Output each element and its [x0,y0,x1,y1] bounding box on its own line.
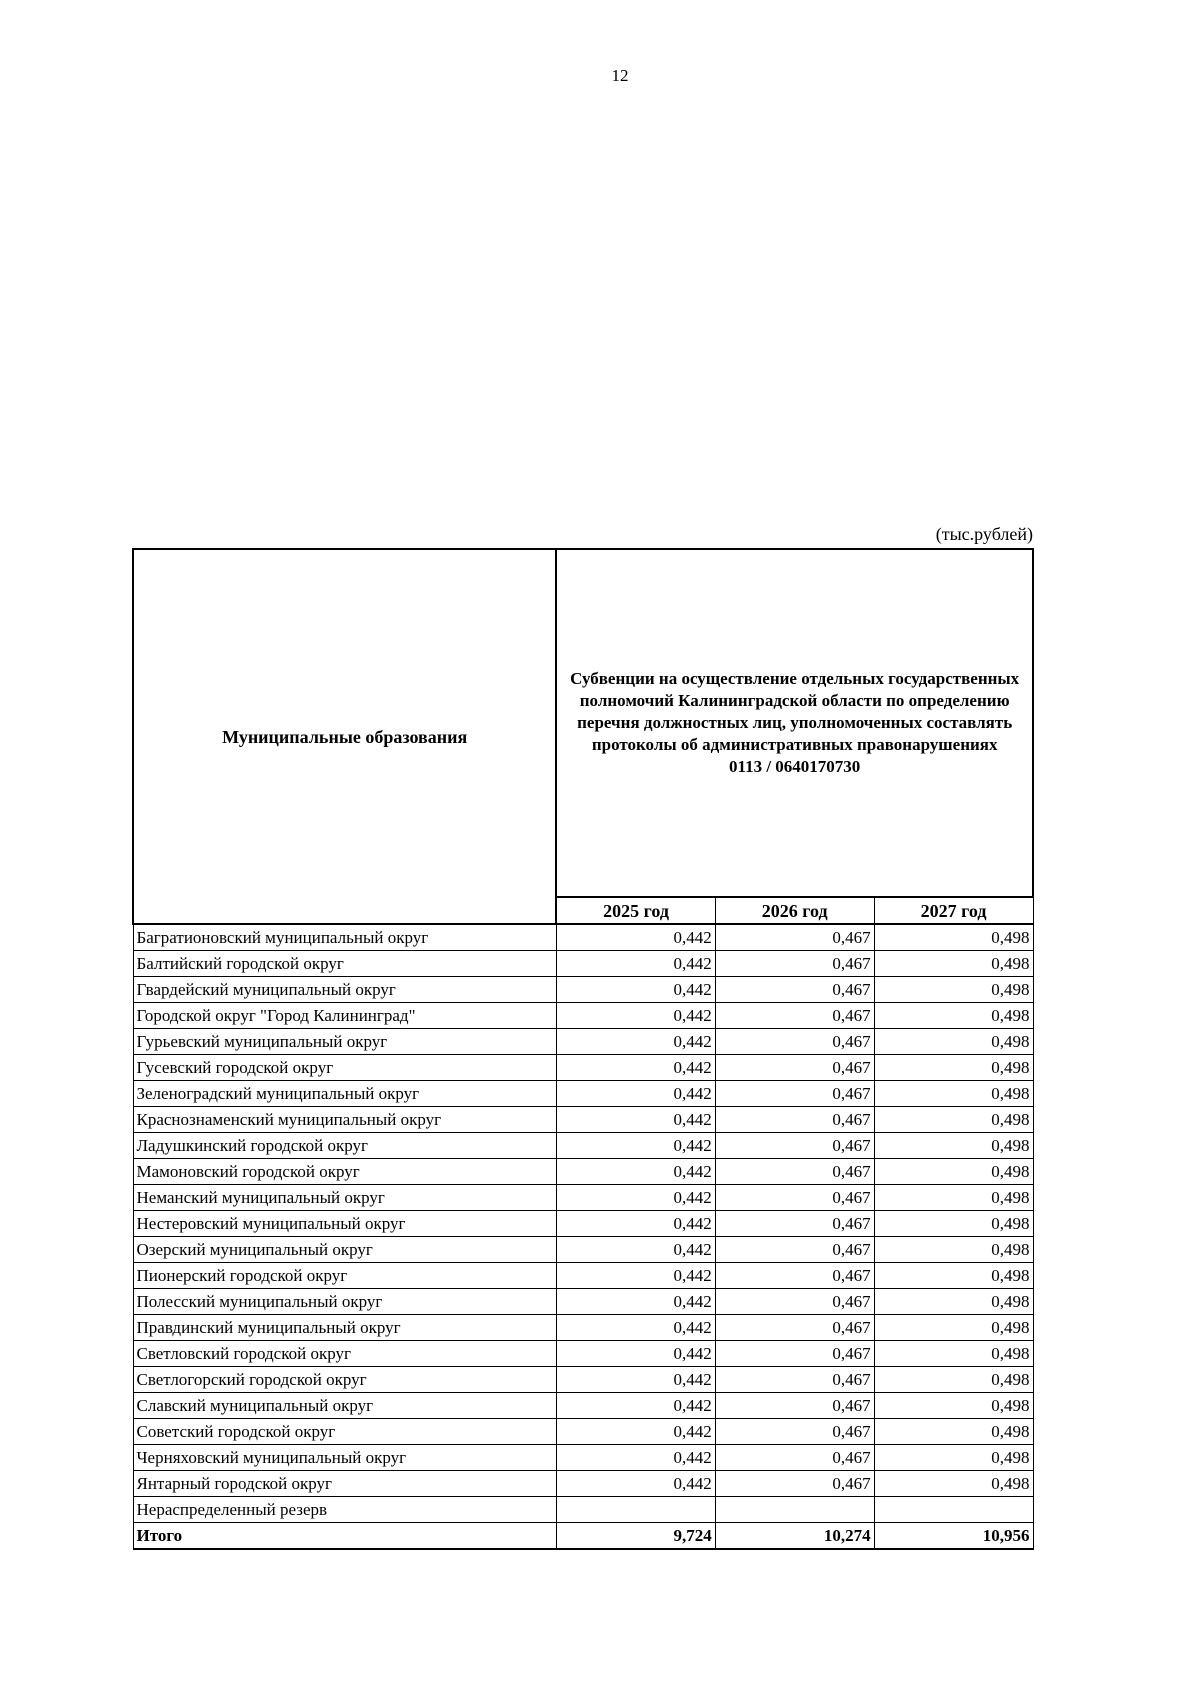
table-row [133,924,1033,951]
value-2025 [556,1497,715,1523]
value-2025: 0,442 [556,1341,715,1367]
value-2026: 0,467 [715,1003,874,1029]
value-2026: 0,467 [715,1341,874,1367]
value-2025: 0,442 [556,1367,715,1393]
value-2027: 0,498 [874,1081,1033,1107]
value-2026: 0,467 [715,1029,874,1055]
total-2026: 10,274 [715,1523,874,1550]
value-2027: 0,498 [874,1419,1033,1445]
value-2026: 0,467 [715,1367,874,1393]
table-row [133,1471,1033,1497]
value-2025: 0,442 [556,1289,715,1315]
value-2025: 0,442 [556,1029,715,1055]
municipality-name: Светлогорский городской округ [133,1367,556,1393]
value-2025: 0,442 [556,1107,715,1133]
municipality-name: Гвардейский муниципальный округ [133,977,556,1003]
value-2027: 0,498 [874,1393,1033,1419]
table-row [133,1003,1033,1029]
value-2026 [715,1497,874,1523]
municipality-name: Нераспределенный резерв [133,1497,556,1523]
table-row [133,1289,1033,1315]
value-2027: 0,498 [874,1211,1033,1237]
table-row [133,1055,1033,1081]
table-row [133,1159,1033,1185]
table-row [133,951,1033,977]
table-row [133,1237,1033,1263]
value-2025: 0,442 [556,1445,715,1471]
value-2027: 0,498 [874,951,1033,977]
value-2025: 0,442 [556,924,715,951]
value-2025: 0,442 [556,1159,715,1185]
value-2026: 0,467 [715,924,874,951]
value-2027: 0,498 [874,1315,1033,1341]
municipality-name: Мамоновский городской округ [133,1159,556,1185]
value-2025: 0,442 [556,1133,715,1159]
value-2026: 0,467 [715,1185,874,1211]
municipality-name: Ладушкинский городской округ [133,1133,556,1159]
value-2027: 0,498 [874,1341,1033,1367]
table-row [133,1081,1033,1107]
municipality-name: Багратионовский муниципальный округ [133,924,556,951]
municipality-name: Неманский муниципальный округ [133,1185,556,1211]
table-row [133,1185,1033,1211]
table-header-row [133,549,1033,897]
value-2025: 0,442 [556,1081,715,1107]
municipality-name: Пионерский городской округ [133,1263,556,1289]
value-2027: 0,498 [874,1445,1033,1471]
value-2027: 0,498 [874,1107,1033,1133]
table-row [133,1393,1033,1419]
value-2026: 0,467 [715,1315,874,1341]
municipality-name: Нестеровский муниципальный округ [133,1211,556,1237]
value-2026: 0,467 [715,1159,874,1185]
table-row [133,1211,1033,1237]
value-2025: 0,442 [556,1185,715,1211]
value-2025: 0,442 [556,1393,715,1419]
units-label: (тыс.рублей) [935,524,1033,544]
total-2027: 10,956 [874,1523,1033,1550]
value-2025: 0,442 [556,1263,715,1289]
page-number: 12 [611,66,629,85]
table-row [133,977,1033,1003]
value-2025: 0,442 [556,1055,715,1081]
subvention-table [132,548,1034,1550]
header-year-2025: 2025 год [556,897,715,924]
value-2027: 0,498 [874,1029,1033,1055]
municipality-name: Балтийский городской округ [133,951,556,977]
value-2026: 0,467 [715,1133,874,1159]
municipality-name: Краснознаменский муниципальный округ [133,1107,556,1133]
value-2026: 0,467 [715,1419,874,1445]
value-2027: 0,498 [874,1367,1033,1393]
value-2027: 0,498 [874,924,1033,951]
municipality-name: Черняховский муниципальный округ [133,1445,556,1471]
value-2027: 0,498 [874,1003,1033,1029]
value-2025: 0,442 [556,1471,715,1497]
value-2026: 0,467 [715,1237,874,1263]
value-2026: 0,467 [715,1393,874,1419]
table-row [133,1107,1033,1133]
value-2026: 0,467 [715,1081,874,1107]
value-2027: 0,498 [874,1263,1033,1289]
value-2025: 0,442 [556,951,715,977]
municipality-name: Славский муниципальный округ [133,1393,556,1419]
header-year-2027: 2027 год [874,897,1033,924]
table-row [133,1445,1033,1471]
municipality-name: Полесский муниципальный округ [133,1289,556,1315]
value-2026: 0,467 [715,1471,874,1497]
total-label: Итого [133,1523,556,1550]
value-2026: 0,467 [715,1289,874,1315]
municipality-name: Гурьевский муниципальный округ [133,1029,556,1055]
header-year-2026: 2026 год [715,897,874,924]
value-2025: 0,442 [556,1419,715,1445]
value-2026: 0,467 [715,951,874,977]
value-2026: 0,467 [715,1107,874,1133]
value-2025: 0,442 [556,977,715,1003]
table-row [133,1263,1033,1289]
municipality-name: Озерский муниципальный округ [133,1237,556,1263]
value-2027: 0,498 [874,977,1033,1003]
header-subvention [556,549,1033,897]
value-2026: 0,467 [715,1055,874,1081]
municipality-name: Советский городской округ [133,1419,556,1445]
municipality-name: Правдинский муниципальный округ [133,1315,556,1341]
total-2025: 9,724 [556,1523,715,1550]
table-body [133,924,1033,1523]
value-2027: 0,498 [874,1185,1033,1211]
value-2027: 0,498 [874,1471,1033,1497]
municipality-name: Янтарный городской округ [133,1471,556,1497]
value-2026: 0,467 [715,1211,874,1237]
table-row [133,1367,1033,1393]
value-2027: 0,498 [874,1055,1033,1081]
value-2027: 0,498 [874,1237,1033,1263]
value-2027: 0,498 [874,1133,1033,1159]
header-municipality: Муниципальные образования [133,549,556,924]
table-row [133,1315,1033,1341]
value-2027: 0,498 [874,1159,1033,1185]
value-2027: 0,498 [874,1289,1033,1315]
table-row-total [133,1523,1033,1550]
municipality-name: Гусевский городской округ [133,1055,556,1081]
value-2025: 0,442 [556,1003,715,1029]
table-row [133,1029,1033,1055]
municipality-name: Светловский городской округ [133,1341,556,1367]
value-2026: 0,467 [715,1445,874,1471]
value-2025: 0,442 [556,1237,715,1263]
header-subvention-title: Субвенции на осуществление отдельных государственных полномочий Калининградской области по определению перечня должностных лиц, уполномоченных составлять протоколы об административных правонарушениях [570,669,1020,754]
municipality-name: Городской округ "Город Калининград" [133,1003,556,1029]
value-2026: 0,467 [715,1263,874,1289]
table-row [133,1133,1033,1159]
value-2026: 0,467 [715,977,874,1003]
table-row [133,1497,1033,1523]
table-row [133,1419,1033,1445]
municipality-name: Зеленоградский муниципальный округ [133,1081,556,1107]
value-2025: 0,442 [556,1211,715,1237]
value-2027 [874,1497,1033,1523]
header-subvention-code: 0113 / 0640170730 [729,757,861,776]
value-2025: 0,442 [556,1315,715,1341]
table-row [133,1341,1033,1367]
